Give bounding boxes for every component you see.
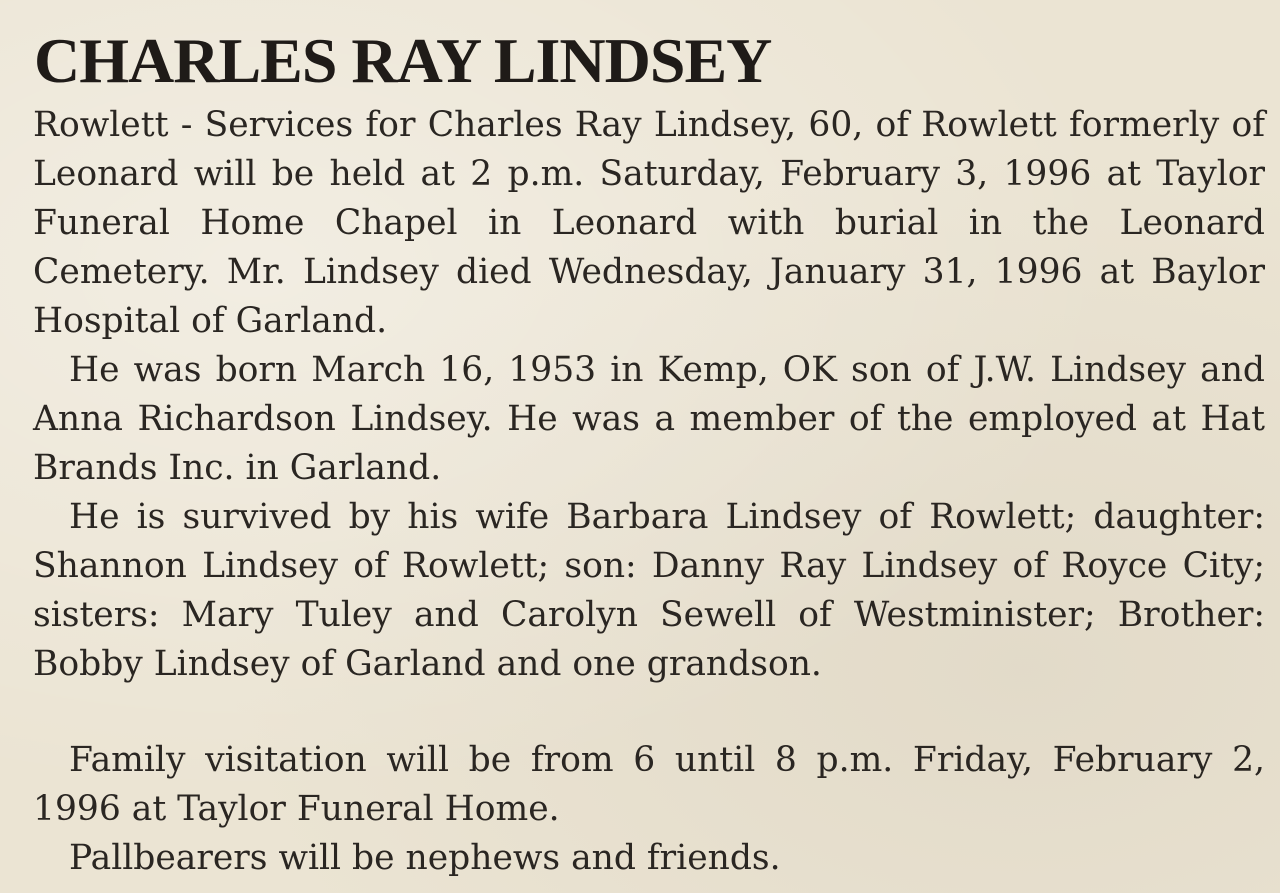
paragraph-services: Rowlett - Services for Charles Ray Lindsey, 60, of Rowlett formerly of Leonard will be held at 2 p.m. Saturday, February 3, 1996 at Taylor Funeral Home Chapel in Leonard with burial in the Leonard Cemetery. Mr. Lindsey died Wednesday, January 31, 1996 at Baylor Hospital of Garland. [33, 105, 1265, 341]
obituary-headline: CHARLES RAY LINDSEY [34, 25, 772, 96]
paragraph-pallbearers: Pallbearers will be nephews and friends. [69, 838, 781, 878]
paragraph-survivors: He is survived by his wife Barbara Lindsey of Rowlett; daughter: Shannon Lindsey of Rowlett; son: Danny Ray Lindsey of Royce City; sisters: Mary Tuley and Carolyn Sewell of Westminister; Brother: Bobby Lindsey of Garland and one grandson. [33, 497, 1265, 684]
paragraph-birth: He was born March 16, 1953 in Kemp, OK son of J.W. Lindsey and Anna Richardson Lindsey. He was a member of the employed at Hat Brands Inc. in Garland. [33, 350, 1265, 488]
paragraph-visitation: Family visitation will be from 6 until 8 p.m. Friday, February 2, 1996 at Taylor Funeral Home. [33, 740, 1265, 829]
